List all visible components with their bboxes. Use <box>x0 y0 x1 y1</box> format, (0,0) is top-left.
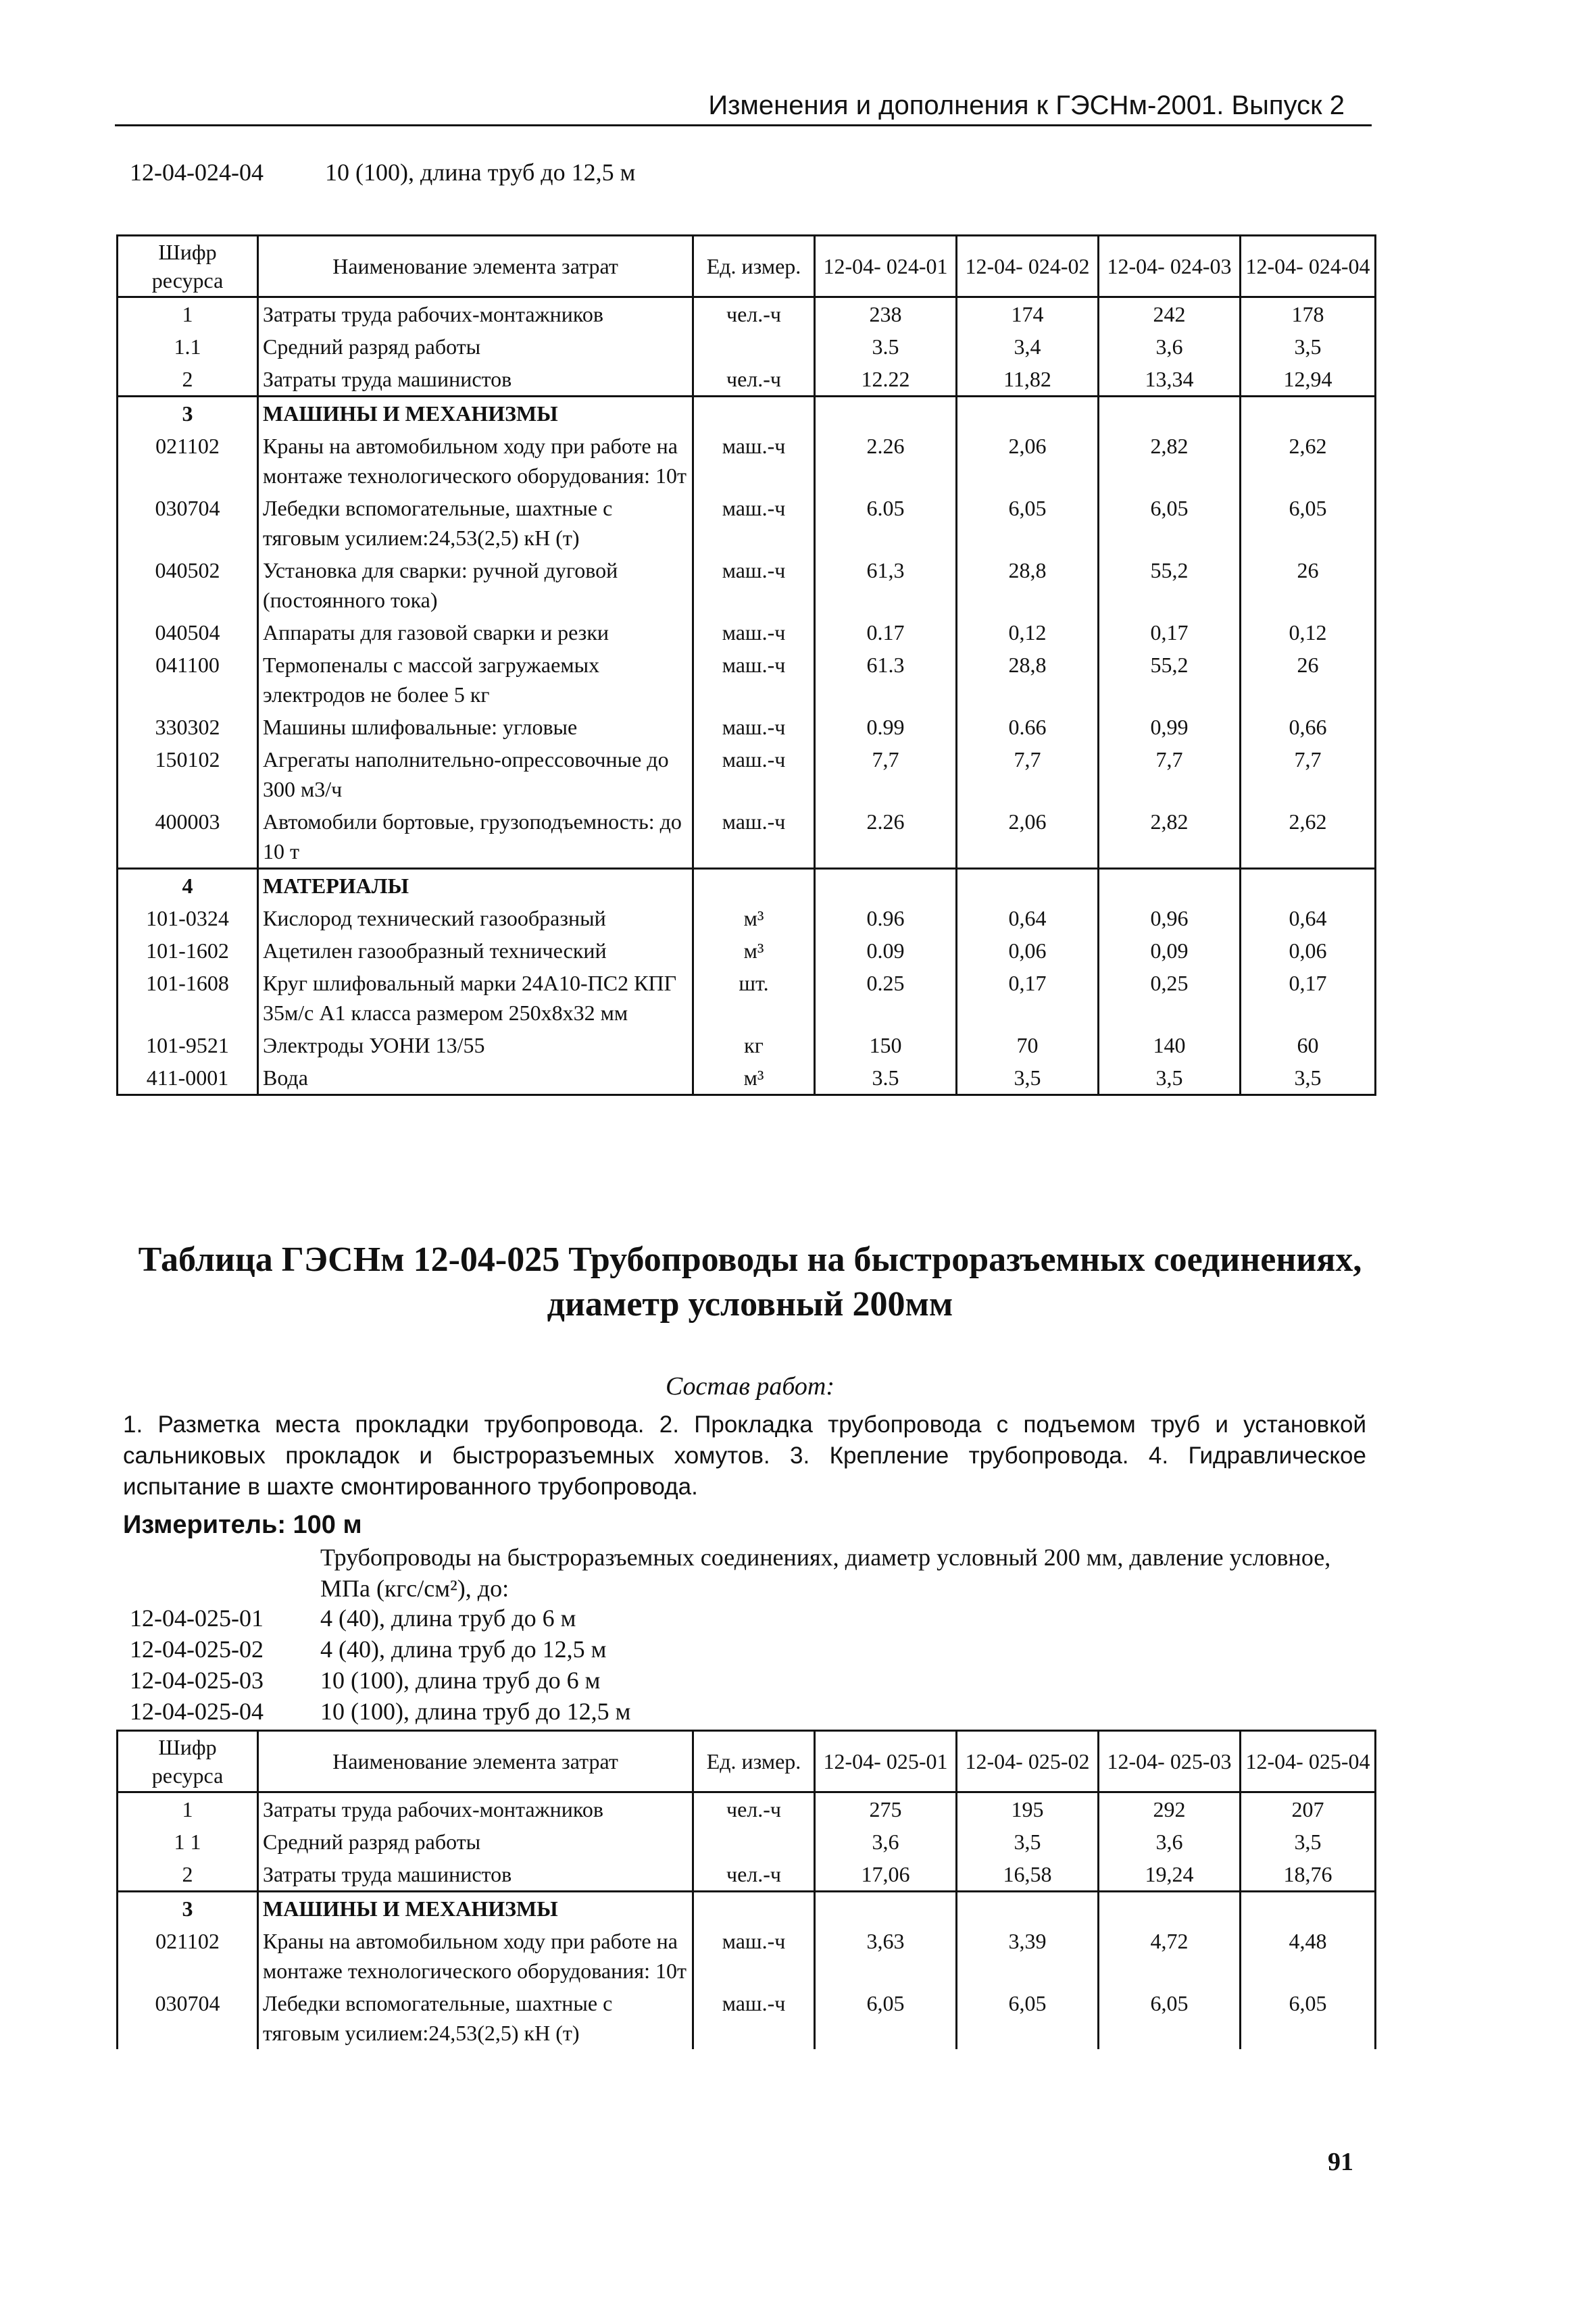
resource-value: 0.66 <box>957 711 1099 743</box>
resource-name: Краны на автомобильном ходу при работе на монтаже технологического оборудования: 10т <box>258 430 693 492</box>
resource-code: 030704 <box>118 492 258 554</box>
resource-unit <box>693 869 815 903</box>
col-norm-header: 12-04- 025-03 <box>1099 1731 1241 1792</box>
norm-code: 12-04-025-04 <box>130 1698 264 1725</box>
table-header-row <box>118 1731 1376 1792</box>
resource-value <box>1099 869 1241 903</box>
resource-value: 2,82 <box>1099 430 1241 492</box>
resource-value: 19,24 <box>1099 1858 1241 1892</box>
table-row <box>118 934 1376 967</box>
resource-value: 6,05 <box>1241 492 1376 554</box>
col-norm-header: 12-04- 025-02 <box>957 1731 1099 1792</box>
resource-value <box>1241 397 1376 430</box>
resource-code: 1 <box>118 1792 258 1826</box>
resource-value: 6.05 <box>815 492 957 554</box>
resource-unit: кг <box>693 1029 815 1061</box>
table-row <box>118 297 1376 331</box>
norm-code-text: 10 (100), длина труб до 12,5 м <box>320 1698 631 1725</box>
resource-value: 0,09 <box>1099 934 1241 967</box>
resource-value: 4,72 <box>1099 1925 1241 1987</box>
resource-table-024 <box>116 234 1376 1096</box>
resource-value: 207 <box>1241 1792 1376 1826</box>
resource-value: 3,6 <box>815 1826 957 1858</box>
norm-code-text: 10 (100), длина труб до 6 м <box>320 1667 601 1694</box>
resource-code: 150102 <box>118 743 258 805</box>
resource-value: 0,64 <box>957 902 1099 934</box>
resource-unit <box>693 1826 815 1858</box>
resource-unit <box>693 1892 815 1926</box>
resource-value: 0,17 <box>957 967 1099 1029</box>
table-row <box>118 1858 1376 1892</box>
resource-unit: чел.-ч <box>693 1858 815 1892</box>
resource-value: 60 <box>1241 1029 1376 1061</box>
resource-value: 2,62 <box>1241 805 1376 869</box>
norm-code: 12-04-025-03 <box>130 1667 264 1694</box>
resource-code: 3 <box>118 1892 258 1926</box>
resource-value: 6,05 <box>815 1987 957 2049</box>
resource-value: 3,4 <box>957 330 1099 363</box>
norm-code-text: 4 (40), длина труб до 6 м <box>320 1605 576 1632</box>
section-row <box>118 1892 1376 1926</box>
resource-code: 400003 <box>118 805 258 869</box>
table-row <box>118 616 1376 649</box>
resource-value: 3,5 <box>957 1826 1099 1858</box>
resource-code: 101-9521 <box>118 1029 258 1061</box>
resource-value: 0.09 <box>815 934 957 967</box>
resource-value: 0,06 <box>957 934 1099 967</box>
resource-value: 13,34 <box>1099 363 1241 397</box>
resource-name: Средний разряд работы <box>258 1826 693 1858</box>
resource-value: 61,3 <box>815 554 957 616</box>
resource-code: 2 <box>118 1858 258 1892</box>
resource-value: 6,05 <box>1099 1987 1241 2049</box>
resource-value: 3.5 <box>815 1061 957 1095</box>
resource-value: 12,94 <box>1241 363 1376 397</box>
resource-value: 178 <box>1241 297 1376 331</box>
norm-code: 12-04-025-01 <box>130 1605 264 1632</box>
resource-unit: маш.-ч <box>693 805 815 869</box>
resource-value: 242 <box>1099 297 1241 331</box>
col-code-header: Шифр ресурса <box>118 1731 258 1792</box>
col-norm-header: 12-04- 025-01 <box>815 1731 957 1792</box>
resource-value: 2,06 <box>957 805 1099 869</box>
resource-code: 3 <box>118 397 258 430</box>
resource-name: Затраты труда рабочих-монтажников <box>258 1792 693 1826</box>
resource-unit: маш.-ч <box>693 649 815 711</box>
norm-codes-list <box>130 1603 630 1727</box>
table-row <box>118 902 1376 934</box>
resource-name: Лебедки вспомогательные, шахтные с тяговым усилием:24,53(2,5) кН (т) <box>258 492 693 554</box>
resource-value: 26 <box>1241 649 1376 711</box>
resource-unit <box>693 330 815 363</box>
table-row <box>118 554 1376 616</box>
resource-code: 1 <box>118 297 258 331</box>
running-title: Изменения и дополнения к ГЭСНм-2001. Выпуск 2 <box>708 91 1345 120</box>
resource-value: 18,76 <box>1241 1858 1376 1892</box>
norm-code-text: 4 (40), длина труб до 12,5 м <box>320 1636 607 1663</box>
col-norm-header: 12-04- 024-03 <box>1099 236 1241 297</box>
resource-code: 101-1608 <box>118 967 258 1029</box>
resource-code: 021102 <box>118 1925 258 1987</box>
table-row <box>118 649 1376 711</box>
resource-name: Установка для сварки: ручной дуговой (постоянного тока) <box>258 554 693 616</box>
resource-value: 150 <box>815 1029 957 1061</box>
resource-unit: маш.-ч <box>693 1925 815 1987</box>
resource-unit: чел.-ч <box>693 1792 815 1826</box>
table-row <box>118 743 1376 805</box>
resource-value: 0.96 <box>815 902 957 934</box>
resource-name: Машины шлифовальные: угловые <box>258 711 693 743</box>
resource-value: 3,6 <box>1099 1826 1241 1858</box>
resource-value: 0,06 <box>1241 934 1376 967</box>
resource-unit: чел.-ч <box>693 297 815 331</box>
resource-value: 0,17 <box>1241 967 1376 1029</box>
table-row <box>118 1925 1376 1987</box>
resource-value <box>815 1892 957 1926</box>
resource-value <box>957 397 1099 430</box>
table-row <box>118 430 1376 492</box>
resource-code: 2 <box>118 363 258 397</box>
resource-unit <box>693 397 815 430</box>
col-unit-header: Ед. измер. <box>693 1731 815 1792</box>
resource-value: 61.3 <box>815 649 957 711</box>
resource-code: 101-0324 <box>118 902 258 934</box>
resource-value: 7,7 <box>957 743 1099 805</box>
resource-name: Затраты труда рабочих-монтажников <box>258 297 693 331</box>
resource-value: 2.26 <box>815 430 957 492</box>
resource-value <box>957 869 1099 903</box>
resource-value: 0,66 <box>1241 711 1376 743</box>
resource-name: Ацетилен газообразный технический <box>258 934 693 967</box>
resource-value: 0,25 <box>1099 967 1241 1029</box>
resource-value: 0,12 <box>957 616 1099 649</box>
resource-value: 7,7 <box>815 743 957 805</box>
resource-value: 2,62 <box>1241 430 1376 492</box>
resource-name: Электроды УОНИ 13/55 <box>258 1029 693 1061</box>
resource-value: 3,39 <box>957 1925 1099 1987</box>
resource-value: 0,64 <box>1241 902 1376 934</box>
resource-value: 174 <box>957 297 1099 331</box>
composition-label: Состав работ: <box>665 1372 835 1401</box>
resource-value <box>1241 1892 1376 1926</box>
resource-value: 3,5 <box>1241 1826 1376 1858</box>
resource-unit: маш.-ч <box>693 616 815 649</box>
resource-value: 55,2 <box>1099 649 1241 711</box>
table-title: Таблица ГЭСНм 12-04-025 Трубопроводы на быстроразъемных соединениях, диаметр условный 200мм <box>138 1240 1362 1324</box>
norm-code: 12-04-025-02 <box>130 1636 264 1663</box>
resource-name: Затраты труда машинистов <box>258 1858 693 1892</box>
col-code-header: Шифр ресурса <box>118 236 258 297</box>
resource-name: Круг шлифовальный марки 24А10-ПС2 КПГ 35м/с А1 класса размером 250х8х32 мм <box>258 967 693 1029</box>
resource-value: 26 <box>1241 554 1376 616</box>
resource-code: 411-0001 <box>118 1061 258 1095</box>
top-code: 12-04-024-04 <box>130 159 264 186</box>
list-item <box>130 1696 630 1727</box>
resource-value: 3,5 <box>1241 1061 1376 1095</box>
resource-unit: чел.-ч <box>693 363 815 397</box>
resource-code: 041100 <box>118 649 258 711</box>
resource-value <box>1241 869 1376 903</box>
table-row <box>118 1061 1376 1095</box>
resource-name: Автомобили бортовые, грузоподъемность: до 10 т <box>258 805 693 869</box>
section-row <box>118 397 1376 430</box>
resource-value <box>815 397 957 430</box>
page-number: 91 <box>1328 2148 1353 2176</box>
resource-value: 7,7 <box>1241 743 1376 805</box>
list-item <box>130 1634 630 1665</box>
resource-unit: маш.-ч <box>693 554 815 616</box>
list-item <box>130 1603 630 1634</box>
resource-value: 140 <box>1099 1029 1241 1061</box>
table-row <box>118 805 1376 869</box>
table-row <box>118 1029 1376 1061</box>
resource-name: Краны на автомобильном ходу при работе на монтаже технологического оборудования: 10т <box>258 1925 693 1987</box>
col-norm-header: 12-04- 025-04 <box>1241 1731 1376 1792</box>
resource-value: 0,12 <box>1241 616 1376 649</box>
resource-unit: м³ <box>693 934 815 967</box>
resource-code: 1 1 <box>118 1826 258 1858</box>
resource-value: 3,63 <box>815 1925 957 1987</box>
table-row <box>118 1826 1376 1858</box>
resource-value <box>815 869 957 903</box>
resource-value: 0.99 <box>815 711 957 743</box>
resource-value: 2,82 <box>1099 805 1241 869</box>
table-row <box>118 492 1376 554</box>
col-unit-header: Ед. измер. <box>693 236 815 297</box>
resource-value <box>957 1892 1099 1926</box>
resource-value: 3,5 <box>957 1061 1099 1095</box>
works-text: 1. Разметка места прокладки трубопровода. 2. Прокладка трубопровода с подъемом труб и установкой сальниковых прокладок и быстроразъемных хомутов. 3. Крепление трубопровода. 4. Гидравлическое испытание в шахте смонтированного трубопровода. <box>123 1411 1366 1500</box>
resource-value: 0,17 <box>1099 616 1241 649</box>
resource-value: 275 <box>815 1792 957 1826</box>
resource-value: 292 <box>1099 1792 1241 1826</box>
resource-value: 3.5 <box>815 330 957 363</box>
resource-value: 3,5 <box>1241 330 1376 363</box>
resource-unit: шт. <box>693 967 815 1029</box>
resource-unit: маш.-ч <box>693 711 815 743</box>
resource-value <box>1099 1892 1241 1926</box>
resource-unit: маш.-ч <box>693 430 815 492</box>
resource-code: 040502 <box>118 554 258 616</box>
resource-value <box>1099 397 1241 430</box>
table-row <box>118 363 1376 397</box>
resource-code: 4 <box>118 869 258 903</box>
resource-value: 28,8 <box>957 649 1099 711</box>
resource-unit: м³ <box>693 1061 815 1095</box>
table-row <box>118 330 1376 363</box>
measurer: Измеритель: 100 м <box>123 1511 362 1539</box>
resource-value: 17,06 <box>815 1858 957 1892</box>
resource-value: 3,6 <box>1099 330 1241 363</box>
resource-name: МАШИНЫ И МЕХАНИЗМЫ <box>258 1892 693 1926</box>
resource-value: 0.17 <box>815 616 957 649</box>
table-row <box>118 967 1376 1029</box>
section-row <box>118 869 1376 903</box>
resource-name: МАТЕРИАЛЫ <box>258 869 693 903</box>
resource-name: Термопеналы с массой загружаемых электродов не более 5 кг <box>258 649 693 711</box>
resource-code: 101-1602 <box>118 934 258 967</box>
resource-code: 330302 <box>118 711 258 743</box>
resource-value: 0,96 <box>1099 902 1241 934</box>
table-row <box>118 711 1376 743</box>
table-row <box>118 1987 1376 2049</box>
resource-value: 7,7 <box>1099 743 1241 805</box>
resource-name: Затраты труда машинистов <box>258 363 693 397</box>
resource-code: 040504 <box>118 616 258 649</box>
resource-value: 195 <box>957 1792 1099 1826</box>
resource-name: Агрегаты наполнительно-опрессовочные до 300 м3/ч <box>258 743 693 805</box>
resource-code: 1.1 <box>118 330 258 363</box>
resource-value: 4,48 <box>1241 1925 1376 1987</box>
resource-unit: маш.-ч <box>693 1987 815 2049</box>
resource-value: 70 <box>957 1029 1099 1061</box>
top-code-line <box>130 158 635 186</box>
resource-name: Лебедки вспомогательные, шахтные с тяговым усилием:24,53(2,5) кН (т) <box>258 1987 693 2049</box>
resource-name: МАШИНЫ И МЕХАНИЗМЫ <box>258 397 693 430</box>
resource-value: 6,05 <box>957 1987 1099 2049</box>
resource-value: 12.22 <box>815 363 957 397</box>
col-norm-header: 12-04- 024-04 <box>1241 236 1376 297</box>
resource-unit: маш.-ч <box>693 492 815 554</box>
resource-name: Средний разряд работы <box>258 330 693 363</box>
resource-value: 6,05 <box>1241 1987 1376 2049</box>
resource-name: Аппараты для газовой сварки и резки <box>258 616 693 649</box>
resource-value: 238 <box>815 297 957 331</box>
resource-code: 021102 <box>118 430 258 492</box>
resource-unit: маш.-ч <box>693 743 815 805</box>
col-name-header: Наименование элемента затрат <box>258 1731 693 1792</box>
table-header-row <box>118 236 1376 297</box>
resource-value: 2.26 <box>815 805 957 869</box>
resource-value: 11,82 <box>957 363 1099 397</box>
resource-name: Кислород технический газообразный <box>258 902 693 934</box>
resource-value: 55,2 <box>1099 554 1241 616</box>
col-norm-header: 12-04- 024-01 <box>815 236 957 297</box>
norm-description: Трубопроводы на быстроразъемных соединениях, диаметр условный 200 мм, давление условное, МПа (кгс/см²), до: <box>320 1544 1331 1602</box>
resource-table-025 <box>116 1730 1376 2049</box>
resource-value: 16,58 <box>957 1858 1099 1892</box>
list-item <box>130 1665 630 1696</box>
resource-value: 0,99 <box>1099 711 1241 743</box>
resource-unit: м³ <box>693 902 815 934</box>
resource-value: 6,05 <box>957 492 1099 554</box>
running-header <box>115 86 1372 126</box>
resource-code: 030704 <box>118 1987 258 2049</box>
resource-value: 2,06 <box>957 430 1099 492</box>
resource-value: 0.25 <box>815 967 957 1029</box>
resource-value: 6,05 <box>1099 492 1241 554</box>
top-code-text: 10 (100), длина труб до 12,5 м <box>325 159 636 186</box>
col-norm-header: 12-04- 024-02 <box>957 236 1099 297</box>
resource-value: 28,8 <box>957 554 1099 616</box>
resource-name: Вода <box>258 1061 693 1095</box>
col-name-header: Наименование элемента затрат <box>258 236 693 297</box>
resource-value: 3,5 <box>1099 1061 1241 1095</box>
table-row <box>118 1792 1376 1826</box>
